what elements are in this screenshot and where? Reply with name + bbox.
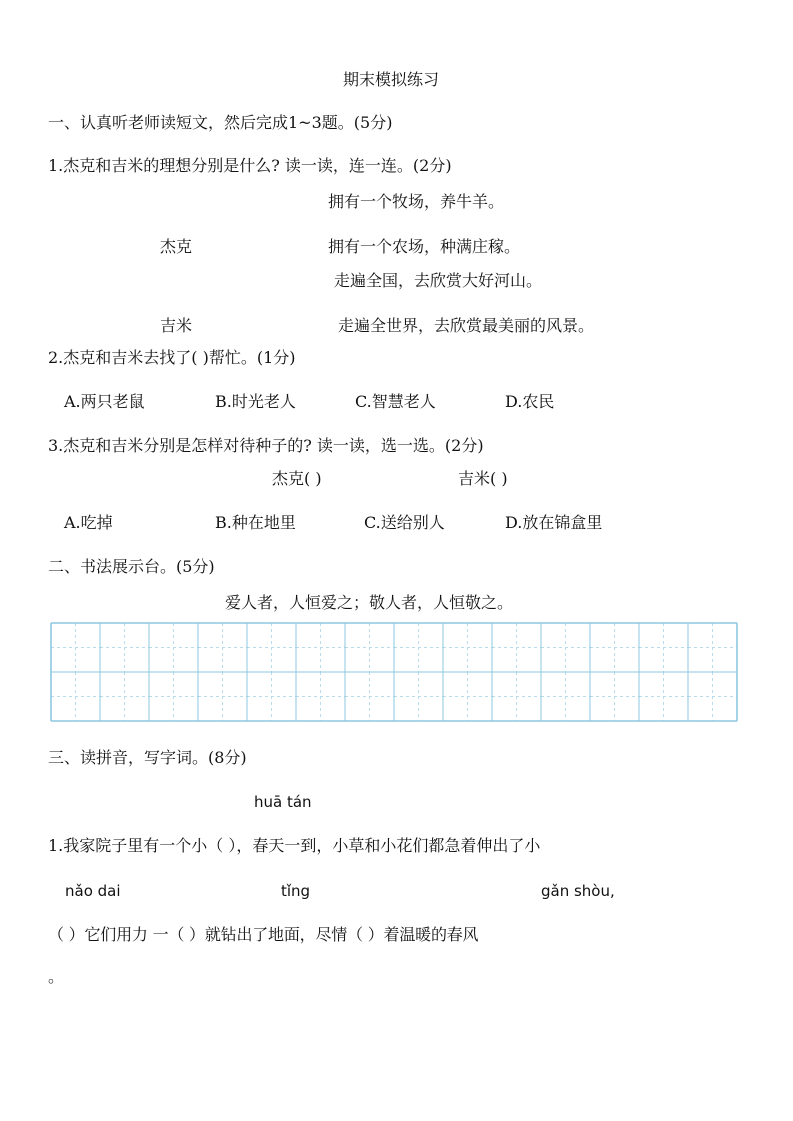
q2-choice-c: C.智慧老人 xyxy=(355,392,436,411)
q3-stem: 3.杰克和吉米分别是怎样对待种子的? 读一读，选一选。(2分) xyxy=(48,436,484,455)
page-title: 期末模拟练习 xyxy=(343,70,440,89)
fill-line-2: （ ）它们用力 一（ ）就钻出了地面，尽情（ ）着温暖的春风 xyxy=(48,925,479,944)
tianzige-grid-svg[interactable] xyxy=(50,622,738,722)
q1-option-2: 拥有一个农场，种满庄稼。 xyxy=(328,237,521,256)
q3-choice-c: C.送给别人 xyxy=(364,513,445,532)
q2-choice-b: B.时光老人 xyxy=(215,392,296,411)
q3-blank-jack: 杰克( ) xyxy=(272,469,322,488)
section1-heading: 一、认真听老师读短文，然后完成1~3题。(5分) xyxy=(48,113,393,132)
q1-option-1: 拥有一个牧场，养牛羊。 xyxy=(328,192,505,211)
pinyin-ganshou: gǎn shòu, xyxy=(541,882,615,900)
fill-line-1: 1.我家院子里有一个小（ ），春天一到，小草和小花们都急着伸出了小 xyxy=(48,836,541,855)
q2-stem: 2.杰克和吉米去找了( )帮忙。(1分) xyxy=(48,348,296,367)
q2-choice-d: D.农民 xyxy=(505,392,555,411)
q3-choice-a: A.吃掉 xyxy=(64,513,113,532)
pinyin-ting: tǐng xyxy=(281,882,311,900)
q1-option-3: 走遍全国，去欣赏大好河山。 xyxy=(334,271,543,290)
pinyin-naodai: nǎo dai xyxy=(65,882,121,900)
q1-name-jimmy: 吉米 xyxy=(160,316,193,335)
q3-blank-jimmy: 吉米( ) xyxy=(458,469,508,488)
q1-option-4: 走遍全世界，去欣赏最美丽的风景。 xyxy=(338,316,595,335)
fill-line-3: 。 xyxy=(48,967,65,986)
q1-name-jack: 杰克 xyxy=(160,237,193,256)
q3-choice-b: B.种在地里 xyxy=(215,513,296,532)
section2-heading: 二、书法展示台。(5分) xyxy=(48,557,215,576)
q2-choice-a: A.两只老鼠 xyxy=(64,392,145,411)
section3-heading: 三、读拼音，写字词。(8分) xyxy=(48,748,247,767)
calligraphy-grid[interactable] xyxy=(50,622,738,722)
q1-stem: 1.杰克和吉米的理想分别是什么? 读一读，连一连。(2分) xyxy=(48,156,452,175)
pinyin-huatan: huā tán xyxy=(254,793,312,811)
calligraphy-sentence: 爱人者，人恒爱之；敬人者，人恒敬之。 xyxy=(225,593,514,612)
q3-choice-d: D.放在锦盒里 xyxy=(505,513,603,532)
